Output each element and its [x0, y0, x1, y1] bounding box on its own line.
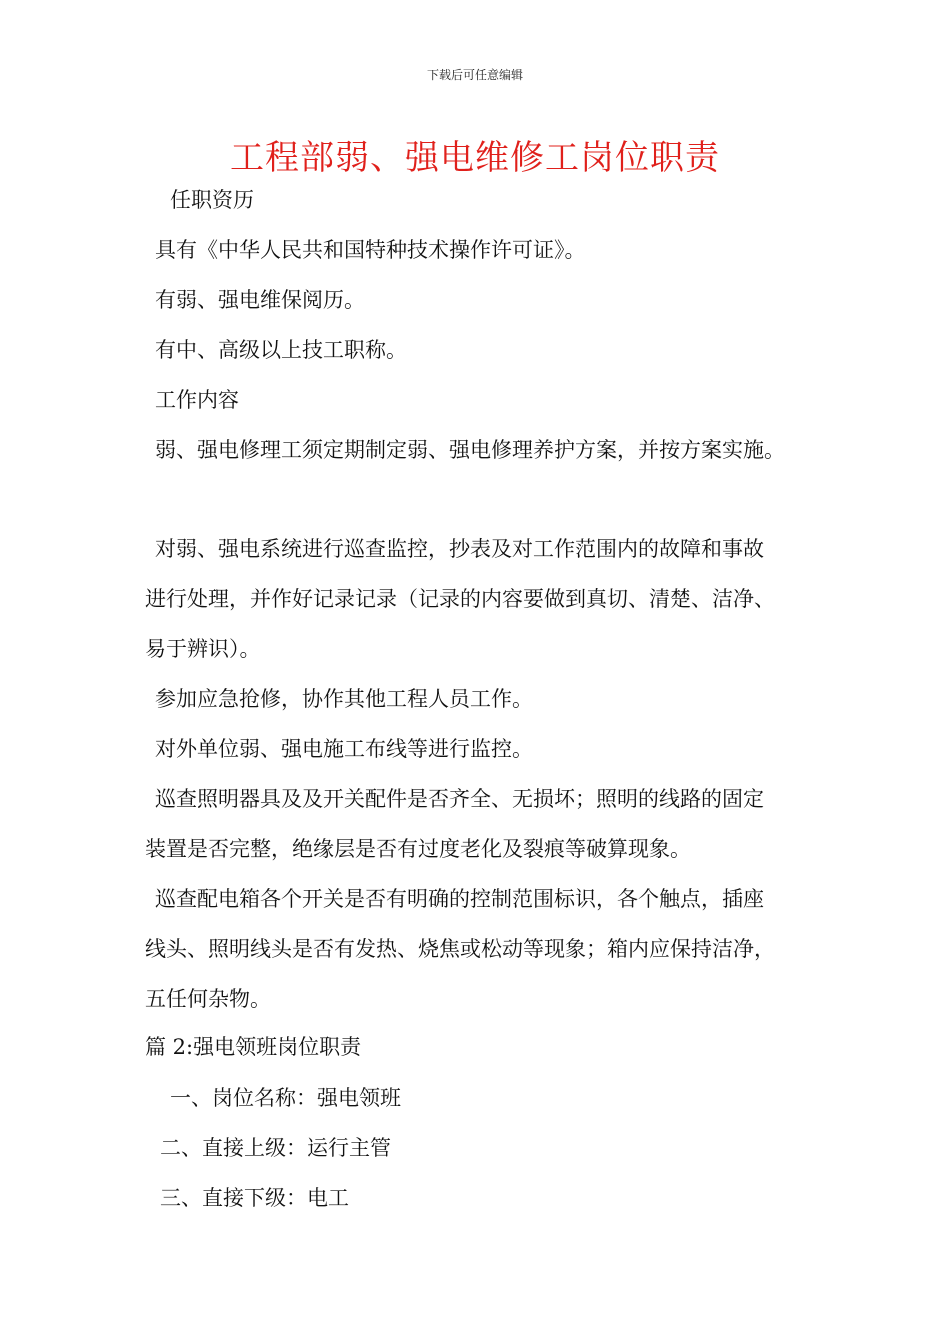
list-item: 二、直接上级：运行主管 — [160, 1136, 391, 1160]
section-heading: 工作内容 — [155, 388, 239, 412]
paragraph-line: 五任何杂物。 — [145, 987, 271, 1011]
document-title: 工程部弱、强电维修工岗位职责 — [230, 138, 720, 178]
paragraph-line: 弱、强电修理工须定期制定弱、强电修理养护方案，并按方案实施。 — [155, 438, 785, 462]
paragraph-line: 易于辨识）。 — [145, 637, 261, 661]
list-item: 一、岗位名称：强电领班 — [170, 1086, 401, 1110]
paragraph-line: 线头、照明线头是否有发热、烧焦或松动等现象；箱内应保持洁净， — [145, 937, 775, 961]
paragraph-line: 进行处理，并作好记录记录（记录的内容要做到真切、清楚、洁净、 — [145, 587, 775, 611]
paragraph-line: 对弱、强电系统进行巡查监控，抄表及对工作范围内的故障和事故 — [155, 537, 764, 561]
list-item: 三、直接下级：电工 — [160, 1186, 349, 1210]
section-heading: 篇 2:强电领班岗位职责 — [145, 1035, 362, 1059]
paragraph-line: 装置是否完整，绝缘层是否有过度老化及裂痕等破算现象。 — [145, 837, 691, 861]
paragraph-line: 具有《中华人民共和国特种技术操作许可证》。 — [155, 238, 586, 262]
paragraph-line: 参加应急抢修，协作其他工程人员工作。 — [155, 687, 533, 711]
paragraph-line: 巡查照明器具及及开关配件是否齐全、无损坏；照明的线路的固定 — [155, 787, 764, 811]
paragraph-line: 对外单位弱、强电施工布线等进行监控。 — [155, 737, 533, 761]
paragraph-line: 有中、高级以上技工职称。 — [155, 338, 407, 362]
page-header-note: 下载后可任意编辑 — [426, 68, 523, 82]
paragraph-line: 巡查配电箱各个开关是否有明确的控制范围标识，各个触点，插座 — [155, 887, 764, 911]
section-heading: 任职资历 — [170, 188, 254, 212]
paragraph-line: 有弱、强电维保阅历。 — [155, 288, 365, 312]
